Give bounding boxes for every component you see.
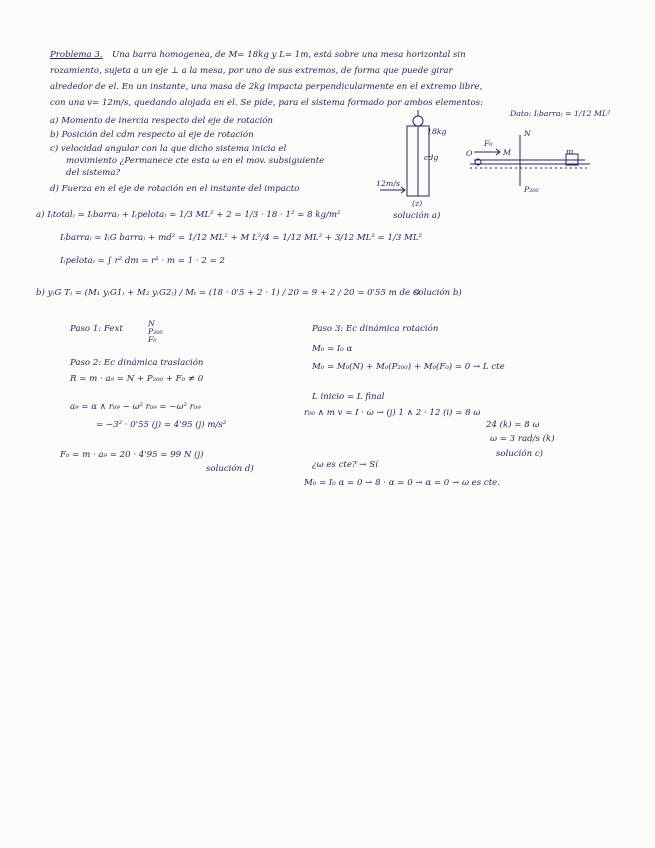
part-a-solution: solución a) (393, 211, 441, 221)
paso2-line3: = −3² · 0'55 (j) = 4'95 (j) m/s² (96, 420, 227, 430)
part-a-line1: a) I₍total₎ = I₍barra₎ + I₍pelota₎ = 1/3 ML² + 2 = 1/3 · 18 · 1² = 8 kg/m² (36, 210, 341, 220)
problem-heading: Problema 3. (50, 50, 103, 60)
paso1-force-N: N (148, 319, 155, 328)
paso2-line1: R = m · a₉ = N + P₂₀₀ + F₀ ≠ 0 (70, 374, 204, 384)
fig-label-fo: F₀ (484, 139, 493, 148)
paso3-line3: L inicio = L final (312, 392, 385, 402)
statement-line-3: alrededor de el. En un instante, una masa de 2kg impacta perpendicularmente en el extremo libre, (50, 82, 483, 92)
question-b: b) Posición del cdm respecto al eje de rotación (50, 130, 254, 140)
paso3-label: Paso 3: Ec dinámica rotación (312, 324, 439, 334)
pivot-circle (413, 116, 423, 126)
paso3-line6: ω = 3 rad/s (k) (490, 434, 555, 444)
question-c-cont2: del sistema? (66, 168, 121, 178)
paso3-line5: 24 (k) = 8 ω (486, 420, 540, 430)
part-b-line: b) y₍G T₎ = (M₁ y₍G1₎ + M₂ y₍G2₎) / Mₜ = (18 · 0'5 + 2 · 1) / 20 = 9 + 2 / 20 = 0'55 m de O (36, 288, 420, 298)
fig-label-speed: 12m/s (376, 179, 400, 188)
fig-label-mass: 18kg (427, 127, 447, 136)
paso2-label: Paso 2: Ec dinámica traslación (70, 358, 204, 368)
question-c-cont: movimiento ¿Permanece cte esta ω en el mov. subsiguiente (66, 156, 325, 166)
paso2-line4: F₀ = m · a₉ = 20 · 4'95 = 99 N (j) (60, 450, 204, 460)
fig-label-cdg: cdg (424, 153, 439, 162)
statement-line-4: con una v= 12m/s, quedando alojada en el. Se pide, para el sistema formado por ambos elementos: (50, 98, 483, 108)
paso2-solution: solución d) (206, 464, 254, 474)
paso3-solution: solución c) (496, 449, 544, 459)
part-a-line2: I₍barra₎ = I₍G barra₎ + md² = 1/12 ML² + M L²/4 = 1/12 ML² + 3/12 ML² = 1/3 ML² (60, 233, 423, 243)
statement-line-1: Una barra homogenea, de M= 18kg y L= 1m, está sobre una mesa horizontal sin (112, 50, 466, 60)
paso1-force-F: F₀ (148, 335, 157, 344)
paso3-line1: M₀ = I₀ α (312, 344, 353, 354)
paso1-label: Paso 1: Fext (70, 324, 123, 334)
fig-label-O: O (466, 149, 473, 158)
paso3-line2: M₀ = M₀(N) + M₀(P₂₀₀) + M₀(F₀) = 0 → L cte (312, 362, 505, 372)
fig-label-axis: (z) (412, 199, 423, 208)
question-a: a) Momento de inercia respecto del eje de rotación (50, 116, 273, 126)
fig-label-M: M (503, 148, 511, 157)
fig-label-N: N (524, 129, 531, 138)
paso3-line8: M₀ = I₀ α = 0 → 8 · α = 0 → α = 0 → ω es cte. (304, 478, 500, 488)
part-b-solution: solución b) (414, 288, 462, 298)
paso1-force-P: P₂₀₀ (148, 327, 163, 336)
paso3-line4: r₀₀ ∧ m v = I · ω → (j) 1 ∧ 2 · 12 (i) = 8 ω (304, 408, 481, 418)
question-d: d) Fuerza en el eje de rotación en el instante del impacto (50, 184, 300, 194)
dato-note: Dato: I₍barra₎ = 1/12 ML² (510, 109, 611, 118)
fig-label-m: m (566, 147, 574, 156)
paso2-line2: a₉ = α ∧ r₀₉ − ω² r₀₉ = −ω² r₀₉ (70, 402, 201, 412)
fig-label-P: P₂₀₀ (524, 185, 539, 194)
question-c: c) velocidad angular con la que dicho sistema inicia el (50, 144, 287, 154)
part-a-line3: I₍pelota₎ = ∫ r² dm = r² · m = 1 · 2 = 2 (60, 256, 225, 266)
paso3-line7: ¿ω es cte? → Sí (312, 460, 378, 470)
statement-line-2: rozamiento, sujeta a un eje ⊥ a la mesa, por uno de sus extremos, de forma que puede girar (50, 66, 453, 76)
